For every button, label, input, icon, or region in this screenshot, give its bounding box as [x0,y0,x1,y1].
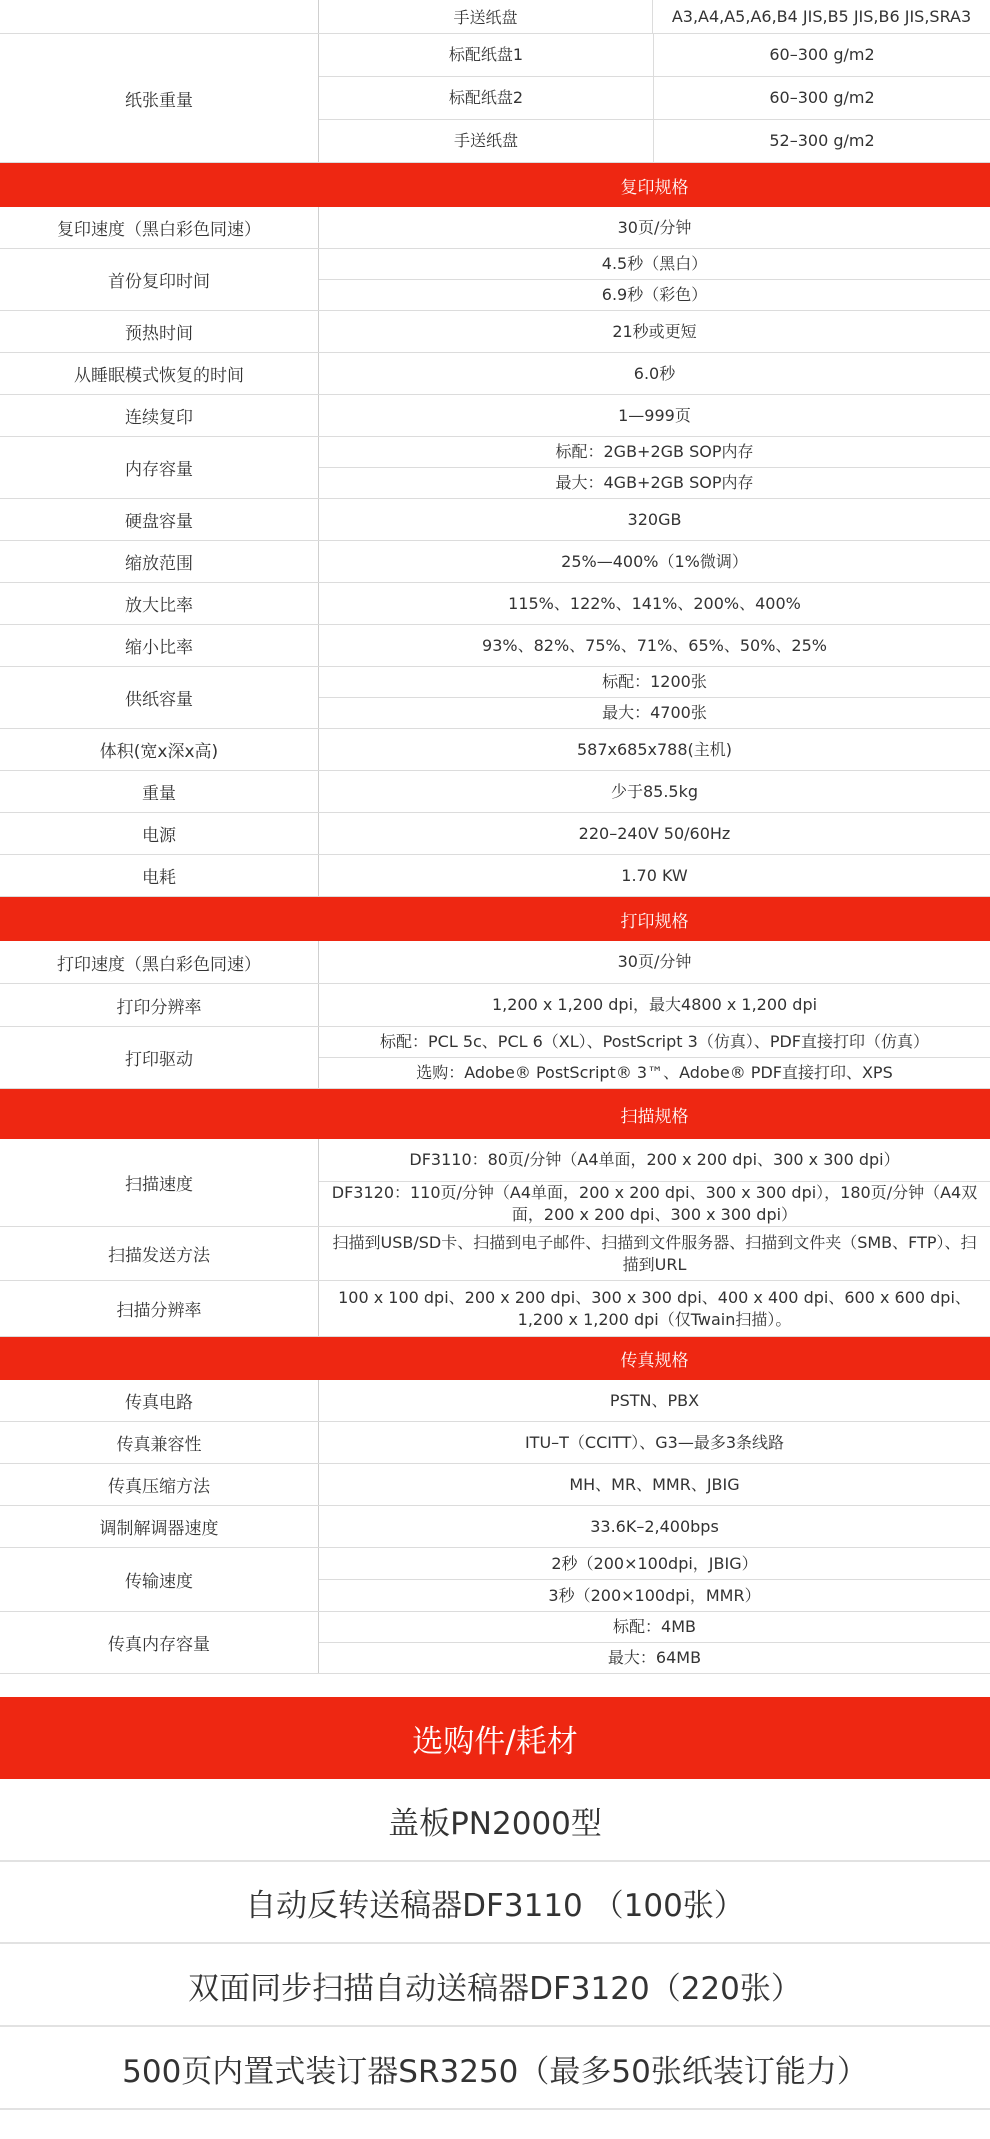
spec-label: 打印速度（黑白彩色同速） [57,954,261,975]
spec-label: 复印速度（黑白彩色同速） [57,220,261,240]
spec-label: 硬盘容量 [125,512,193,532]
spec-label: 调制解调器速度 [99,1519,219,1539]
spec-row [0,625,990,667]
spec-value: 21秒或更短 [612,321,697,341]
spec-row [0,249,990,311]
spec-value: 33.6K–2,400bps [590,1516,719,1536]
spec-value: MH、MR、MMR、JBIG [569,1474,740,1494]
spec-value: 1.70 KW [621,865,688,885]
section-header-copy [0,163,990,207]
paper-weight-row [0,34,990,163]
tray-size-row [0,0,990,34]
spec-value: 587x685x788(主机) [576,739,733,759]
spec-label: 首份复印时间 [108,272,210,292]
tray-name: 标配纸盘2 [319,77,654,119]
spec-value: 4.5秒（黑白） [601,254,708,273]
spec-value: 标配：4MB [613,1617,696,1636]
tray-weight: 60–300 g/m2 [769,88,875,107]
spec-row [0,1139,990,1227]
spec-row [0,1548,990,1612]
paper-weight-subrow [319,119,990,162]
spec-row [0,1422,990,1464]
spec-label: 体积(宽x深x高) [99,742,219,762]
spec-row [0,1027,990,1089]
spec-row [0,1506,990,1548]
spec-row [0,1464,990,1506]
paper-weight-subrow [319,76,990,119]
spec-value: 最大：4GB+2GB SOP内存 [319,467,990,498]
spec-row [0,1227,990,1281]
spec-label: 从睡眠模式恢复的时间 [74,366,244,386]
spec-label: 电源 [142,826,176,846]
tray-weight: 60–300 g/m2 [769,45,875,64]
spec-value: 扫描到USB/SD卡、扫描到电子邮件、扫描到文件服务器、扫描到文件夹（SMB、FTP）、扫描到URL [332,1232,977,1274]
spec-row [0,1380,990,1422]
spec-value: 6.9秒（彩色） [319,279,990,310]
spec-label: 缩放范围 [125,554,193,574]
spec-label: 传输速度 [125,1572,193,1592]
spec-row [0,541,990,583]
spec-row [0,941,990,984]
spec-value: DF3120：110页/分钟（A4单面，200 x 200 dpi、300 x 300 dpi），180页/分钟（A4双面，200 x 200 dpi、300 x 300 dpi） [319,1181,990,1226]
spec-row [0,1281,990,1337]
tray-sizes-value: A3,A4,A5,A6,B4 JIS,B5 JIS,B6 JIS,SRA3 [671,7,972,26]
spec-value: 选购：Adobe® PostScript® 3™、Adobe® PDF直接打印、XPS [319,1057,990,1088]
section-title: 打印规格 [620,911,689,932]
accessory-item: 自动反转送稿器DF3110 （100张） [0,1863,990,1944]
spec-value: 标配：2GB+2GB SOP内存 [555,442,754,461]
spec-value: 30页/分钟 [617,952,692,971]
spec-label: 放大比率 [125,596,193,616]
section-title: 传真规格 [620,1351,689,1371]
spec-label: 内存容量 [125,460,193,480]
spec-value: ITU–T（CCITT）、G3—最多3条线路 [524,1432,785,1452]
accessory-item: 500页内置式装订器SR3250（最多50张纸装订能力） [0,2029,990,2110]
spec-label: 电耗 [142,868,176,888]
spec-value: 1,200 x 1,200 dpi，最大4800 x 1,200 dpi [491,995,818,1014]
spec-value: 少于85.5kg [610,781,699,801]
spec-label: 扫描发送方法 [108,1246,210,1266]
spec-row [0,353,990,395]
section-header-print [0,897,990,941]
spec-label: 打印驱动 [125,1050,193,1070]
spec-value: 6.0秒 [633,363,676,383]
spec-value: 2秒（200×100dpi，JBIG） [551,1553,758,1573]
tray-weight: 52–300 g/m2 [769,131,875,150]
spec-label: 扫描分辨率 [116,1301,202,1321]
spec-row [0,855,990,897]
spec-label: 传真电路 [125,1393,193,1413]
paper-weight-subrow [319,34,990,76]
spec-value: 115%、122%、141%、200%、400% [508,593,801,613]
accessory-item: 盖板PN2000型 [0,1781,990,1862]
spec-value: 220–240V 50/60Hz [578,823,731,843]
spec-label: 缩小比率 [125,638,193,658]
spec-value: 93%、82%、75%、71%、65%、50%、25% [482,635,827,655]
spec-value: 320GB [627,509,682,529]
section-title: 扫描规格 [620,1106,689,1127]
spec-value: 标配：1200张 [602,672,707,691]
accessory-item: 双面同步扫描自动送稿器DF3120（220张） [0,1946,990,2027]
tray-name: 手送纸盘 [319,120,654,162]
spec-label: 传真兼容性 [116,1435,202,1455]
spec-value: 30页/分钟 [617,217,692,237]
spec-row [0,771,990,813]
spec-label: 打印分辨率 [116,997,202,1018]
spec-label: 重量 [142,784,176,804]
spec-label: 纸张重量 [125,90,193,111]
spec-label: 供纸容量 [125,690,193,710]
spec-label: 传真压缩方法 [108,1477,210,1497]
spec-value: 3秒（200×100dpi，MMR） [319,1579,990,1611]
spec-row [0,395,990,437]
section-header-scan [0,1089,990,1139]
accessories-title: 选购件/耗材 [0,1697,990,1779]
spec-row [0,667,990,729]
spec-value: 最大：64MB [319,1642,990,1673]
spec-row [0,207,990,249]
spec-value: DF3110：80页/分钟（A4单面，200 x 200 dpi、300 x 300 dpi） [409,1150,900,1169]
spec-row [0,984,990,1027]
spec-value: 标配：PCL 5c、PCL 6（XL）、PostScript 3（仿真）、PDF直接打印（仿真） [380,1032,929,1051]
spec-label: 扫描速度 [125,1175,193,1195]
spec-value: PSTN、PBX [609,1390,700,1410]
spec-value: 100 x 100 dpi、200 x 200 dpi、300 x 300 dpi、400 x 400 dpi、600 x 600 dpi、1,200 x 1,200 dpi（仅Twain扫描）。 [338,1287,971,1329]
spec-row [0,583,990,625]
spec-row [0,813,990,855]
tray-name: 手送纸盘 [319,0,653,33]
spec-row [0,499,990,541]
spec-row [0,1612,990,1674]
spec-value: 25%—400%（1%微调） [561,551,748,571]
spec-value: 最大：4700张 [319,697,990,728]
section-header-fax [0,1337,990,1380]
spec-row [0,729,990,771]
spec-label: 连续复印 [125,408,193,428]
spec-label: 预热时间 [125,324,193,344]
spec-value: 1—999页 [618,405,691,425]
tray-name: 标配纸盘1 [319,34,654,76]
spec-row [0,311,990,353]
spec-row [0,437,990,499]
section-title: 复印规格 [620,177,689,198]
spec-label: 传真内存容量 [108,1635,210,1655]
